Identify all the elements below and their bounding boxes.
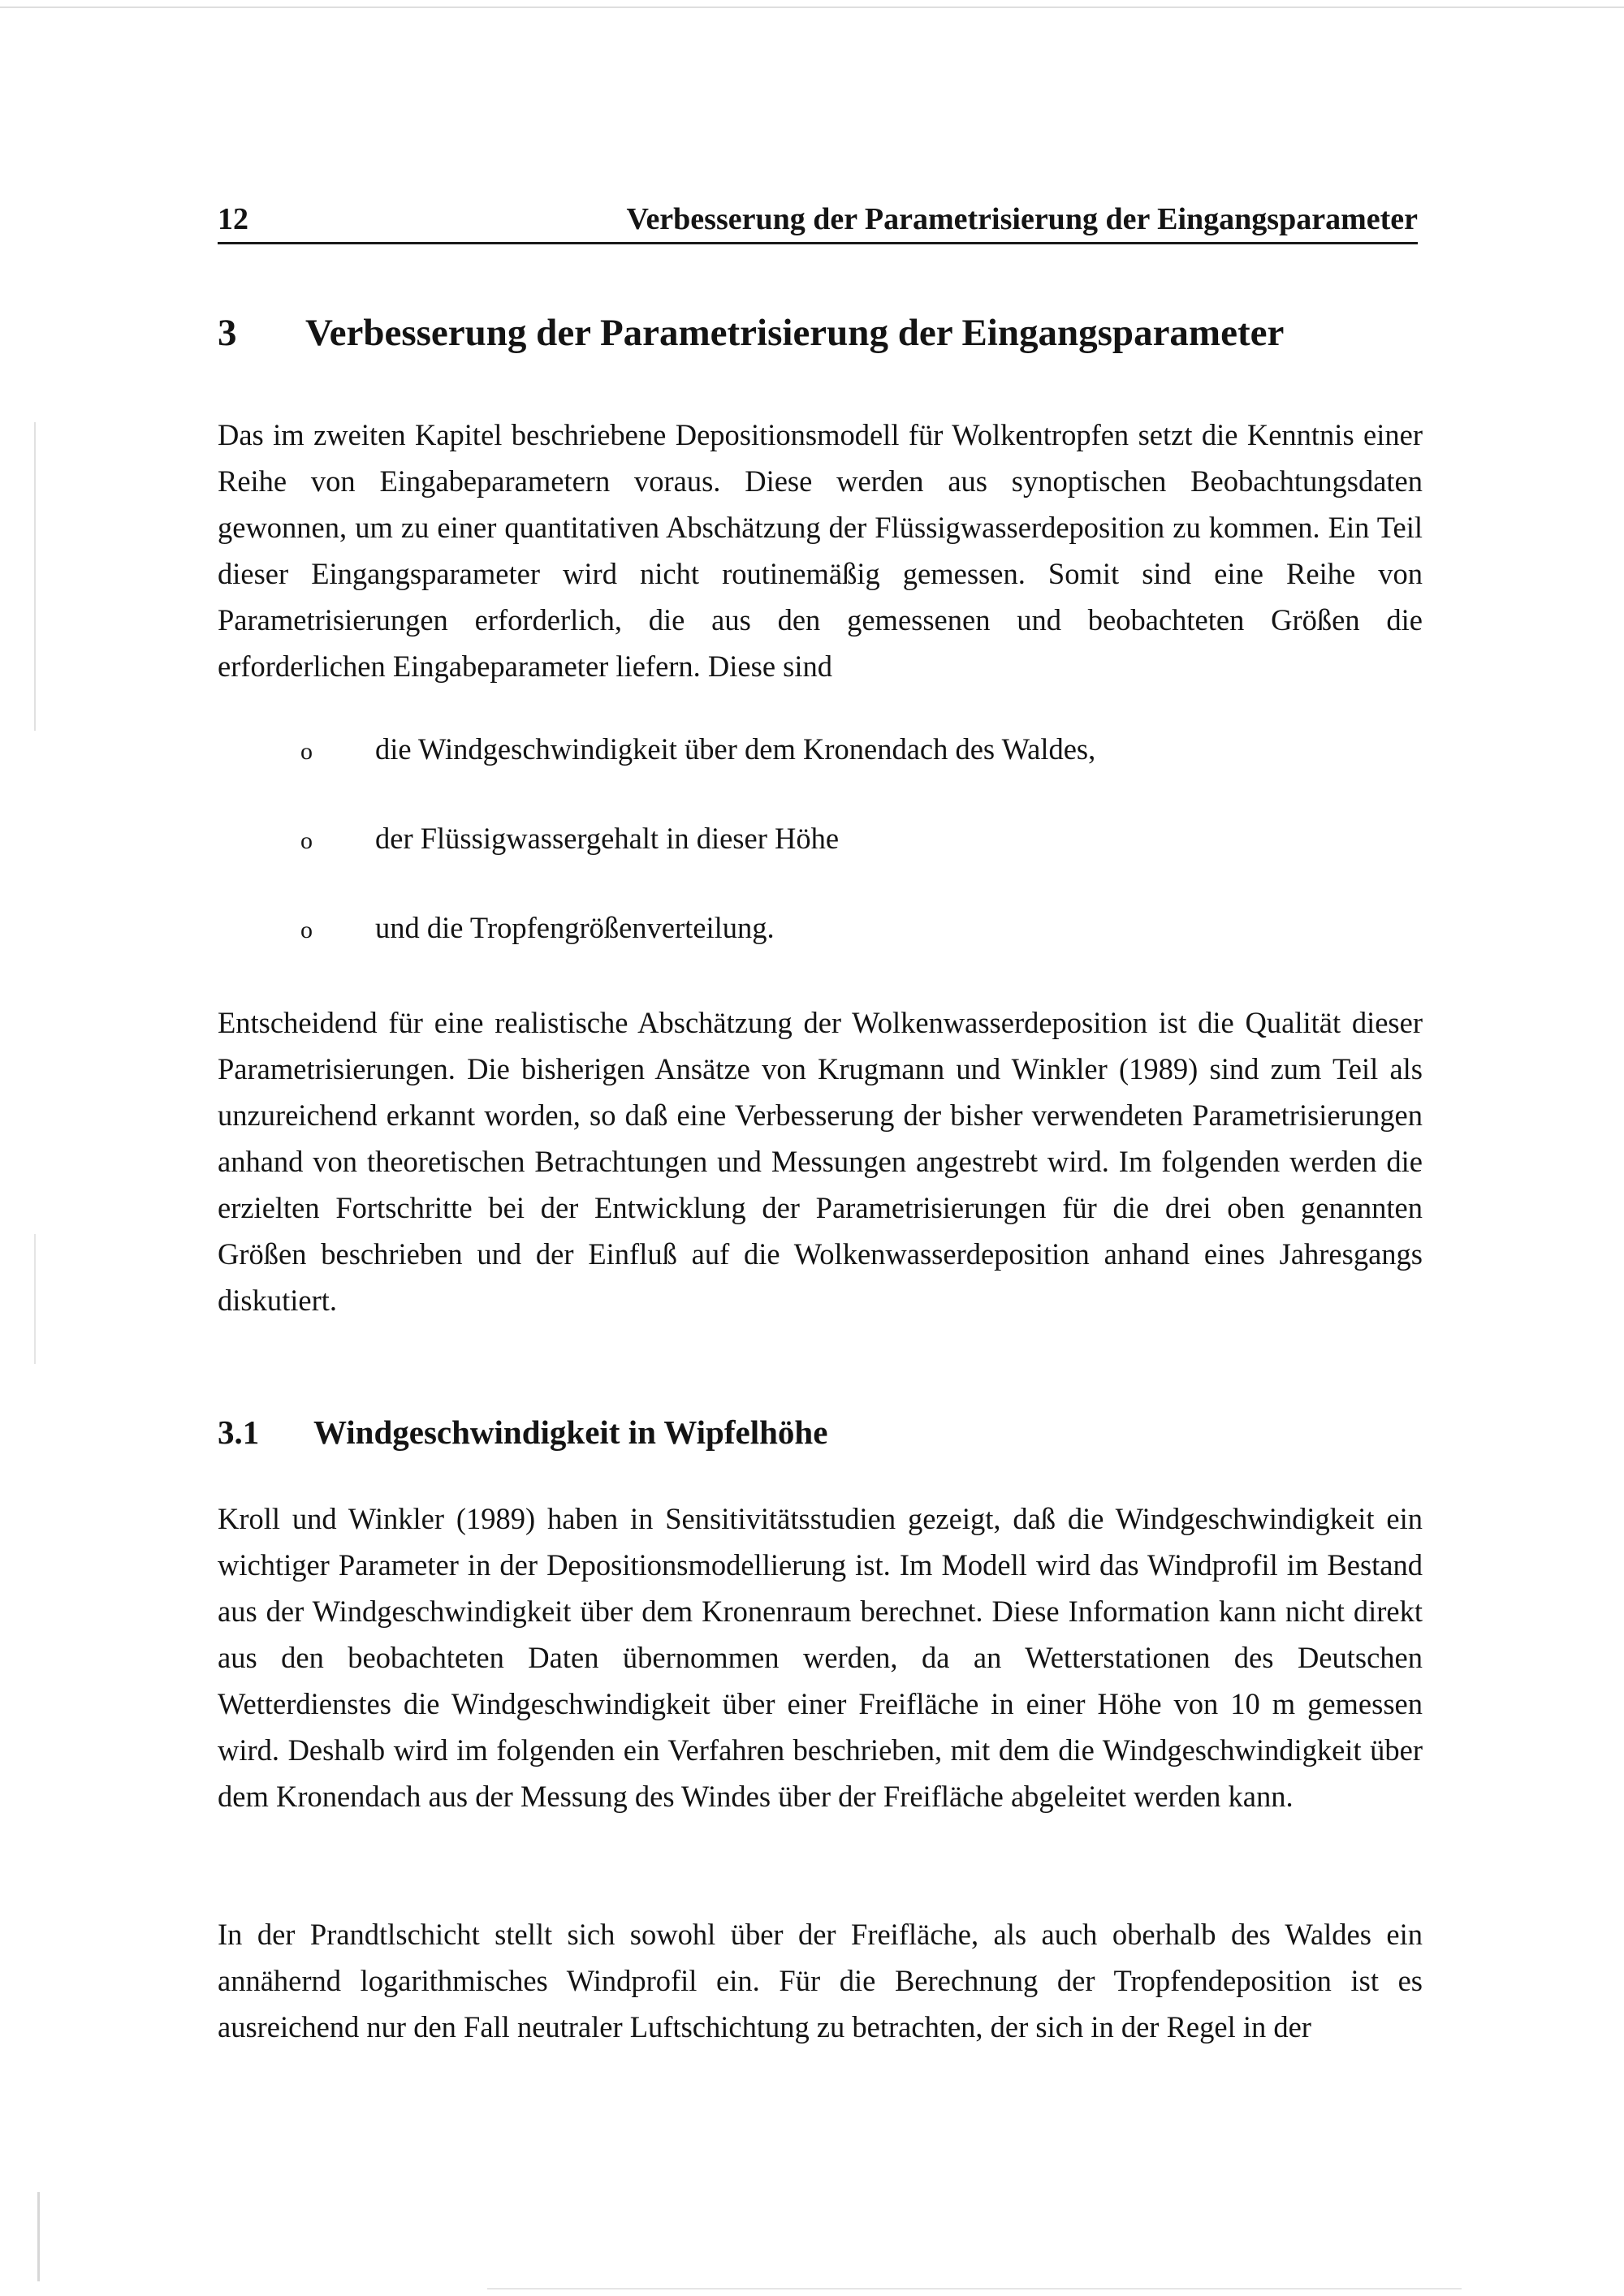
section-heading (218, 1413, 827, 1452)
bullet-marker: o (300, 738, 313, 765)
page-number: 12 (218, 202, 248, 236)
scan-artifact-left-lower (34, 1234, 36, 1364)
list-item-text: und die Tropfengrößenverteilung. (375, 911, 775, 944)
wind-paragraph-1: Kroll und Winkler (1989) haben in Sensitivitätsstudien gezeigt, daß die Windgeschwindigkeit ein wichtiger Parameter in der Depositionsmodellierung ist. Im Modell wird das Windprofil im Bestand aus der Windgeschwindigkeit über dem Kronenraum berechnet. Diese Information kann nicht direkt aus den beobachteten Daten übernommen werden, da an Wetterstationen des Deutschen Wetterdienstes die Windgeschwindigkeit über einer Freifläche in einer Höhe von 10 m gemessen wird. Deshalb wird im folgenden ein Verfahren beschrieben, mit dem die Windgeschwindigkeit über dem Kronendach aus der Messung des Windes über der Freifläche abgeleitet werden kann. (218, 1502, 1423, 1813)
list-item-text: der Flüssigwassergehalt in dieser Höhe (375, 822, 840, 855)
section-title: Windgeschwindigkeit in Wipfelhöhe (313, 1413, 828, 1451)
scan-artifact-left-upper (34, 422, 36, 731)
chapter-title: Verbesserung der Parametrisierung der Eingangsparameter (305, 312, 1285, 354)
section-number: 3.1 (218, 1413, 260, 1451)
list-item-text: die Windgeschwindigkeit über dem Kronendach des Waldes, (375, 732, 1096, 766)
running-title: Verbesserung der Parametrisierung der Eingangsparameter (626, 202, 1418, 236)
parameter-list (300, 726, 1095, 994)
scan-artifact-bottom (487, 2288, 1462, 2290)
bullet-marker: o (300, 827, 313, 854)
scan-artifact-top (0, 6, 1624, 8)
list-item (300, 726, 1095, 815)
quality-paragraph: Entscheidend für eine realistische Abschätzung der Wolkenwasserdeposition ist die Qualität dieser Parametrisierungen. Die bisherigen Ansätze von Krugmann und Winkler (1989) sind zum Teil als unzureichend erkannt worden, so daß eine Verbesserung der bisher verwendeten Parametrisierungen anhand von theoretischen Betrachtungen und Messungen angestrebt wird. Im folgenden werden die erzielten Fortschritte bei der Entwicklung der Parametrisierungen für die drei oben genannten Größen beschrieben und der Einfluß auf die Wolkenwasserdeposition anhand eines Jahresgangs diskutiert. (218, 1006, 1423, 1317)
chapter-number: 3 (218, 312, 237, 354)
scan-artifact-bottom-left (37, 2192, 40, 2281)
bullet-marker: o (300, 917, 313, 943)
list-item (300, 904, 1095, 994)
running-header (218, 201, 1418, 244)
chapter-heading (218, 311, 1284, 355)
wind-paragraph-2: In der Prandtlschicht stellt sich sowohl über der Freifläche, als auch oberhalb des Waldes ein annähernd logarithmisches Windprofil ein. Für die Berechnung der Tropfendeposition ist es ausreichend nur den Fall neutraler Luftschichtung zu betrachten, der sich in der Regel in der (218, 1918, 1423, 2044)
intro-paragraph: Das im zweiten Kapitel beschriebene Depositionsmodell für Wolkentropfen setzt die Kenntnis einer Reihe von Eingabeparametern voraus. Diese werden aus synoptischen Beobachtungsdaten gewonnen, um zu einer quantitativen Abschätzung der Flüssigwasserdeposition zu kommen. Ein Teil dieser Eingangsparameter wird nicht routinemäßig gemessen. Somit sind eine Reihe von Parametrisierungen erforderlich, die aus den gemessenen und beobachteten Größen die erforderlichen Eingabeparameter liefern. Diese sind (218, 418, 1423, 683)
list-item (300, 815, 1095, 904)
